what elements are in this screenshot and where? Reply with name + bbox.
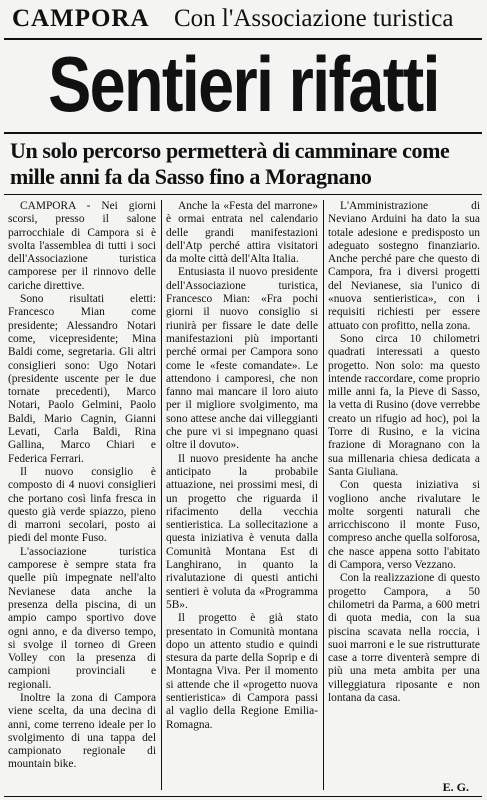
- paragraph: Inoltre la zona di Campora viene scelta, da una decina di anni, come terreno ideale per lo svolgimento di una tappa del campionato regionale di mountain bike.: [8, 691, 156, 771]
- section-label: CAMPORA: [12, 5, 150, 32]
- paragraph: Il nuovo presidente ha anche anticipato la probabile attuazione, nei prossimi mesi, di un progetto che riguarda il rifacimento della vecchia sentieristica. La sollecitazione a questa iniziativa è venuta dalla Comunità Montana Est di Langhirano, in quanto la rivalutazione di questi antichi sentieri è voluta da «Programma 5B».: [166, 452, 318, 611]
- paragraph: Il nuovo consiglio è composto di 4 nuovi consiglieri che portano così linfa fresca in questo già verde spiazzo, pieno di marroni secolari, posto ai piedi del monte Fuso.: [8, 465, 156, 545]
- paragraph: Con questa iniziativa si vogliono anche rivalutare le molte sorgenti naturali che arricchiscono il monte Fuso, compreso anche quella solforosa, che nasce appena sotto l'abitato di Campora, verso Vezzano.: [328, 479, 480, 572]
- paragraph: L'associazione turistica camporese è sempre stata fra quelle più impegnate nell'alto Nevianese data anche la presenza della piscina, di un ampio campo sportivo dove ogni anno, e da diverso tempo, si svolge il torneo di Green Volley con la presenza di campioni provinciali e regionali.: [8, 545, 156, 691]
- paragraph: Con la realizzazione di questo progetto Campora, a 50 chilometri da Parma, a 600 metri di quota media, con la sua piscina scavata nella roccia, i suoi marroni e le sue ristrutturate case a torre diventerà sempre di più una meta ambita per una villeggiatura riposante e non lontana da casa.: [328, 572, 480, 704]
- article-column-3: [328, 200, 480, 786]
- paragraph: Sono circa 10 chilometri quadrati interessati a questo progetto. Non solo: ma questo intende raccordare, come proprio mille anni fa, la Pieve di Sasso, la vetta di Rusino (dove verrebbe creato un rifugio ad hoc), poi la Torre di Rusino, e la vicina frazione di Moragnano con la sua millenaria chiesa dedicata a Santa Giuliana.: [328, 332, 480, 478]
- article-column-2: [166, 200, 318, 786]
- column-divider: [161, 200, 162, 790]
- column-divider: [323, 200, 324, 790]
- paragraph: Anche la «Festa del marrone» è ormai entrata nel calendario delle grandi manifestazioni dell'Atp perché attira visitatori da molte città dell'Alta Italia.: [166, 200, 318, 266]
- article-column-1: [8, 200, 156, 786]
- kicker-tagline: Con l'Associazione turistica: [174, 5, 454, 32]
- paragraph: Il progetto è già stato presentato in Comunità montana dopo un attento studio e quindi stesura da parte della Soprip e di Montagna Viva. Per il momento si attende che il «progetto nuova sentieristica» di Campora passi al vaglio della Regione Emilia-Romagna.: [166, 612, 318, 731]
- headline-rule: [4, 132, 482, 134]
- paragraph: Entusiasta il nuovo presidente dell'Associazione turistica, Francesco Mian: «Fra pochi giorni il nuovo consiglio si riunirà per fissare le date delle manifestazioni più importanti perché ormai per Campora sono come le «feste comandate». Le attendono i camporesi, che non fanno mai mancare il loro aiuto per il migliore svolgimento, ma sono attese anche dai villeggianti che pure vi si impegnano quasi oltre il dovuto».: [166, 266, 318, 452]
- headline: Sentieri rifatti: [48, 40, 439, 128]
- kicker-bar: [4, 2, 482, 40]
- subheadline: Un solo percorso permetterà di camminare come mille anni fa da Sasso fino a Moragnano: [10, 138, 450, 189]
- author-signature: E. G.: [442, 780, 469, 794]
- subheadline-rule: [4, 194, 482, 195]
- paragraph: L'Amministrazione di Neviano Arduini ha dato la sua totale adesione e predisposto un adeguato sostegno finanziario. Anche perché pare che questo di Campora, fra i diversi progetti del Nevianese, sia l'unico di «nuova sentieristica», con i requisiti richiesti per essere attuato con profitto, nella zona.: [328, 200, 480, 332]
- paragraph: Sono risultati eletti: Francesco Mian come presidente; Alessandro Notari come, vicepresidente; Mina Baldi come, segretaria. Gli altri consiglieri sono: Ugo Notari (presidente uscente per le due tornate precedenti), Marco Notari, Paolo Gelmini, Paolo Baldi, Mario Cagnin, Gianni Levati, Carla Baldi, Rina Gallina, Marco Chiari e Federica Ferrari.: [8, 293, 156, 465]
- bottom-rule: [4, 796, 482, 797]
- paragraph: CAMPORA - Nei giorni scorsi, presso il salone parrocchiale di Campora si è svolta l'assemblea di tutti i soci dell'Associazione turistica camporese per il rinnovo delle cariche direttive.: [8, 200, 156, 292]
